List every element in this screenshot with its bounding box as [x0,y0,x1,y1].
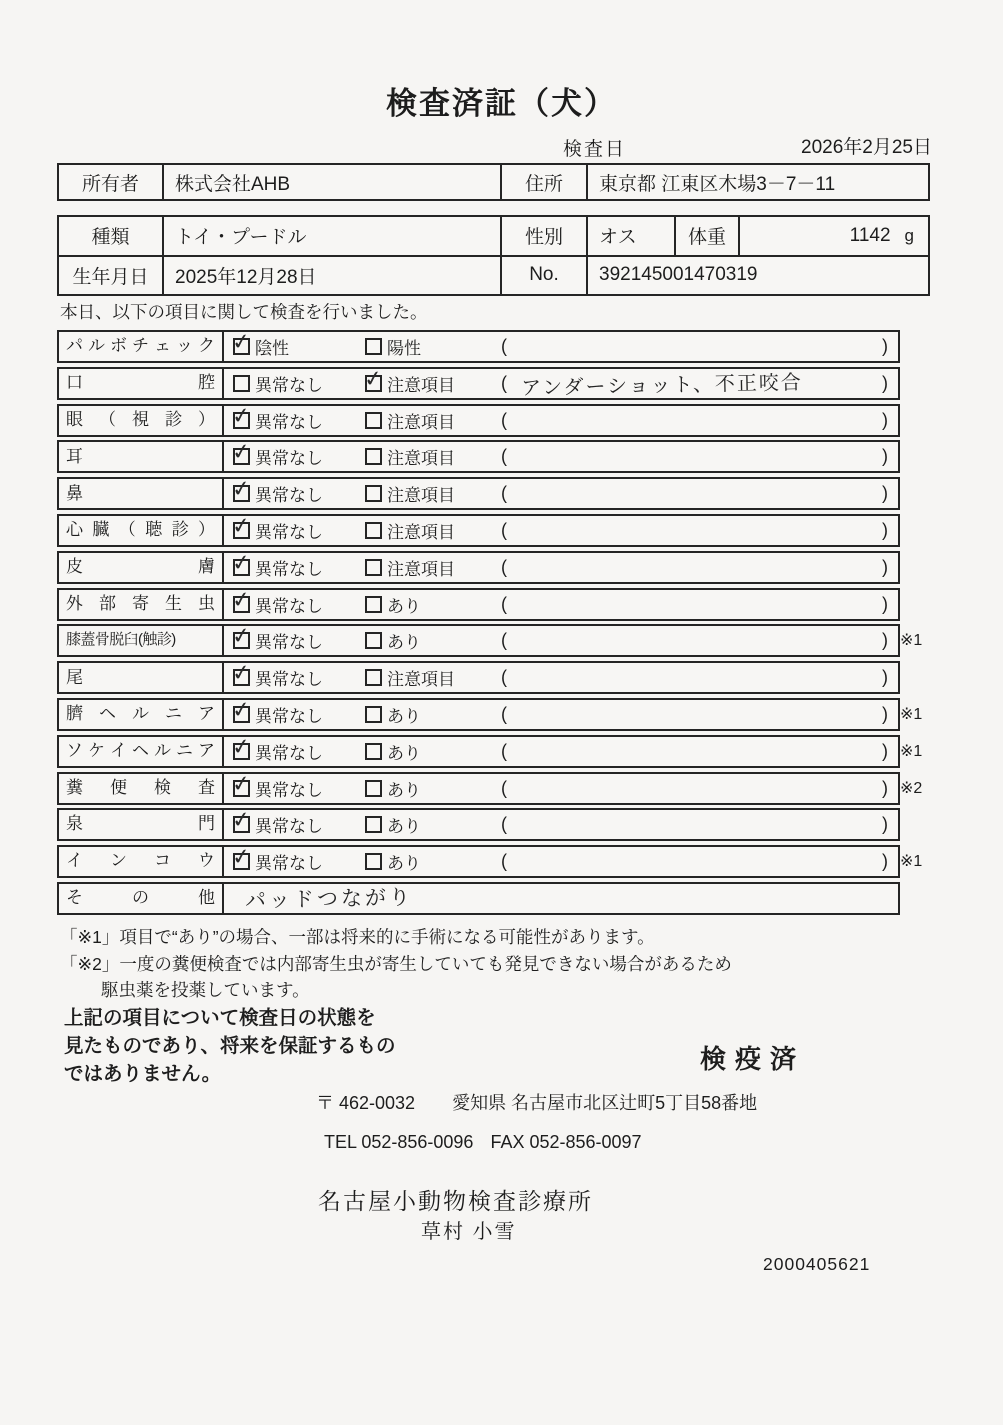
fax-number: FAX 052-856-0097 [490,1132,642,1152]
checkbox-label: 異常なし [255,706,323,726]
checkbox-label: 異常なし [255,559,323,579]
checkbox-box [233,853,250,870]
checkbox-box [365,780,382,797]
exam-item-label: 眼 （ 視 診 ） [59,406,224,435]
paren-close: ) [882,519,888,540]
handwritten-note: アンダーショット、不正咬合 [520,371,804,400]
exam-item-label: 外 部 寄 生 虫 [59,590,224,619]
exam-row-fontanelle [57,808,900,841]
paren-open: ( [501,814,507,835]
exam-item-label: ソ ケ イ ヘ ル ニ ア [59,737,224,766]
paren-open: ( [501,630,507,651]
checkbox-present [365,739,501,764]
paren-close: ) [882,372,888,393]
exam-item-label: 膝蓋骨脱臼(触診) [59,626,224,655]
exam-row-skin [57,551,900,584]
paren-close: ) [882,446,888,467]
checkbox-box [365,596,382,613]
exam-item-label: 皮 膚 [59,553,224,582]
checkbox-box [365,338,382,355]
exam-row-oral [57,367,900,400]
paren-close: ) [882,483,888,504]
checkbox-no-abnormality [233,628,365,653]
exam-row-heart [57,514,900,547]
exam-item-label: 泉 門 [59,810,224,839]
checkbox-label: 注意項目 [387,375,455,395]
checkbox-attention [365,408,501,433]
examiner-name: 草村 小雪 [421,1221,517,1243]
checkbox-attention [365,555,501,580]
checkbox-attention [365,518,501,543]
checkbox-no-abnormality [233,665,365,690]
breed-label: 種類 [59,217,164,255]
quarantine-stamp: 検疫済 [700,1044,806,1074]
inspection-date-label: 検査日 [563,139,627,160]
checkbox-label: 異常なし [255,449,323,469]
address-value: 東京都 江東区木場3－7－11 [599,173,836,195]
checkbox-no-abnormality [233,702,365,727]
checkbox-box [233,596,250,613]
paren-open: ( [501,372,507,393]
checkbox-no-abnormality [233,518,365,543]
checkbox-label: 異常なし [255,743,323,763]
checkbox-label: 異常なし [255,486,323,506]
checkbox-present [365,776,501,801]
checkbox-no-abnormality [233,481,365,506]
paren-close: ) [882,777,888,798]
paren-close: ) [882,336,888,356]
exam-row-inkou [57,845,923,878]
disclaimer-text [64,1004,396,1088]
exam-item-label: イ ン コ ウ [59,847,224,876]
checkbox-label: あり [387,706,421,726]
checkbox-positive [365,334,501,359]
disclaimer-line: ではありません。 [64,1063,222,1085]
exam-item-label: 口 腔 [59,369,224,398]
weight-unit: g [904,225,914,245]
exam-item-label: 心 臓 （ 聴 診 ） [59,516,224,545]
checkbox-present [365,849,501,874]
owner-table [57,163,930,201]
checkbox-attention [365,665,501,690]
checkbox-no-abnormality [233,371,365,396]
checkbox-box [365,853,382,870]
checkbox-label: 異常なし [255,596,323,616]
tel-number: TEL 052-856-0096 [324,1132,474,1152]
checkbox-box [365,706,382,723]
checkbox-box [233,743,250,760]
owner-label: 所有者 [59,165,164,199]
checkbox-label: あり [387,780,421,800]
exam-row-eyes [57,404,900,437]
checkbox-box [233,669,250,686]
checkbox-label: 注意項目 [387,412,455,432]
checkbox-label: あり [387,817,421,837]
clinic-phone-line [324,1132,642,1153]
paren-open: ( [501,703,507,724]
checkbox-no-abnormality [233,849,365,874]
paren-close: ) [882,409,888,430]
paren-close: ) [882,593,888,614]
checkbox-label: 異常なし [255,670,323,690]
exam-item-label: 耳 [59,442,224,471]
checkbox-box [365,743,382,760]
checkbox-attention [365,444,501,469]
checkbox-box [233,780,250,797]
checkbox-box [233,559,250,576]
paren-open: ( [501,593,507,614]
paren-open: ( [501,519,507,540]
exam-table [57,330,923,919]
paren-open: ( [501,851,507,872]
postal-code: 〒 462-0032 [316,1093,416,1113]
checkbox-no-abnormality [233,555,365,580]
exam-row-external-parasites [57,588,900,621]
exam-row-tail [57,661,900,694]
exam-row-other [57,882,900,915]
paren-close: ) [882,630,888,651]
exam-item-label: 糞 便 検 査 [59,774,224,803]
checkbox-box [365,412,382,429]
checkbox-box [233,816,250,833]
clinic-name: 名古屋小動物検査診療所 [318,1188,593,1214]
sex-label: 性別 [502,217,588,255]
weight-label: 体重 [676,217,740,255]
checkbox-no-abnormality [233,776,365,801]
exam-item-label: パ ル ボ チ ェ ッ ク [59,332,224,361]
address-label: 住所 [502,165,588,199]
checkbox-label: あり [387,633,421,653]
checkbox-no-abnormality [233,408,365,433]
owner-value: 株式会社AHB [164,165,502,199]
checkbox-box [233,412,250,429]
exam-row-patella [57,624,923,657]
footnote-ref2: 「※2」一度の糞便検査では内部寄生虫が寄生していても発見できない場合があるため [60,954,732,974]
paren-open: ( [501,740,507,761]
checkbox-present [365,702,501,727]
checkbox-box [365,448,382,465]
handwritten-note: パッドつながり [244,886,414,914]
exam-item-label: 尾 [59,663,224,692]
sex-value: オス [588,217,676,255]
page-title: 検査済証（犬） [386,86,617,121]
checkbox-label: あり [387,596,421,616]
checkbox-label: 異常なし [255,633,323,653]
checkbox-box [233,706,250,723]
no-value: 392145001470319 [599,264,758,286]
exam-row-inguinal-hernia [57,735,923,768]
checkbox-box [365,559,382,576]
exam-row-nose [57,477,900,510]
exam-row-umbilical-hernia [57,698,923,731]
checkbox-box [233,485,250,502]
no-label: No. [502,257,588,295]
checkbox-label: 陰性 [255,339,289,358]
checkbox-box [365,375,382,392]
footnote-ref2-cont: 駆虫薬を投薬しています。 [101,980,310,1000]
paren-close: ) [882,667,888,688]
birthdate-label: 生年月日 [59,257,164,295]
checkbox-label: 陽性 [387,339,421,358]
checkbox-box [365,632,382,649]
ref-mark: ※1 [900,705,923,723]
weight-value: 1142 g [849,224,914,246]
checkbox-no-abnormality [233,592,365,617]
checkbox-box [365,816,382,833]
checkbox-present [365,812,501,837]
clinic-address: 愛知県 名古屋市北区辻町5丁目58番地 [452,1093,758,1113]
disclaimer-line: 上記の項目について検査日の状態を [64,1007,376,1029]
clinic-address-line [316,1089,757,1115]
paren-close: ) [882,703,888,724]
exam-intro-text: 本日、以下の項目に関して検査を行いました。 [60,302,428,322]
serial-number: 2000405621 [763,1254,871,1274]
checkbox-label: 異常なし [255,854,323,874]
ref-mark: ※1 [900,632,923,650]
checkbox-box [365,485,382,502]
info-table [57,215,930,296]
checkbox-no-abnormality [233,444,365,469]
disclaimer-line: 見たものであり、将来を保証するもの [64,1035,396,1057]
birthdate-value: 2025年12月28日 [164,257,502,295]
exam-item-label: 鼻 [59,479,224,508]
checkbox-label: 注意項目 [387,670,455,690]
checkbox-label: あり [387,854,421,874]
ref-mark: ※1 [900,853,923,871]
checkbox-label: 注意項目 [387,522,455,542]
checkbox-box [365,669,382,686]
paren-open: ( [501,667,507,688]
checkbox-label: 異常なし [255,412,323,432]
exam-row-parvo [57,330,900,363]
paren-open: ( [501,336,507,356]
checkbox-present [365,628,501,653]
checkbox-box [233,448,250,465]
checkbox-box [365,522,382,539]
paren-open: ( [501,409,507,430]
paren-close: ) [882,851,888,872]
checkbox-label: あり [387,743,421,763]
checkbox-label: 注意項目 [387,486,455,506]
paren-close: ) [882,814,888,835]
footnote-ref1: 「※1」項目で“あり”の場合、一部は将来的に手術になる可能性があります。 [60,927,655,947]
checkbox-label: 異常なし [255,522,323,542]
paren-close: ) [882,556,888,577]
exam-item-label: そ の 他 [59,884,224,913]
paren-open: ( [501,556,507,577]
checkbox-present [365,592,501,617]
ref-mark: ※1 [900,742,923,760]
breed-value: トイ・プードル [164,217,502,255]
checkbox-negative [233,334,365,359]
inspection-date-value: 2026年2月25日 [801,137,932,158]
exam-row-fecal-exam [57,772,923,805]
paren-open: ( [501,777,507,798]
ref-mark: ※2 [900,779,923,797]
paren-close: ) [882,740,888,761]
checkbox-box [233,632,250,649]
checkbox-label: 異常なし [255,780,323,800]
checkbox-label: 注意項目 [387,559,455,579]
checkbox-no-abnormality [233,812,365,837]
checkbox-attention [365,481,501,506]
exam-row-ears [57,440,900,473]
checkbox-box [233,522,250,539]
checkbox-label: 異常なし [255,375,323,395]
checkbox-no-abnormality [233,739,365,764]
checkbox-box [233,338,250,355]
checkbox-attention [365,371,501,396]
paren-open: ( [501,446,507,467]
checkbox-label: 注意項目 [387,449,455,469]
checkbox-box [233,375,250,392]
paren-open: ( [501,483,507,504]
checkbox-label: 異常なし [255,817,323,837]
exam-item-label: 臍 ヘ ル ニ ア [59,700,224,729]
